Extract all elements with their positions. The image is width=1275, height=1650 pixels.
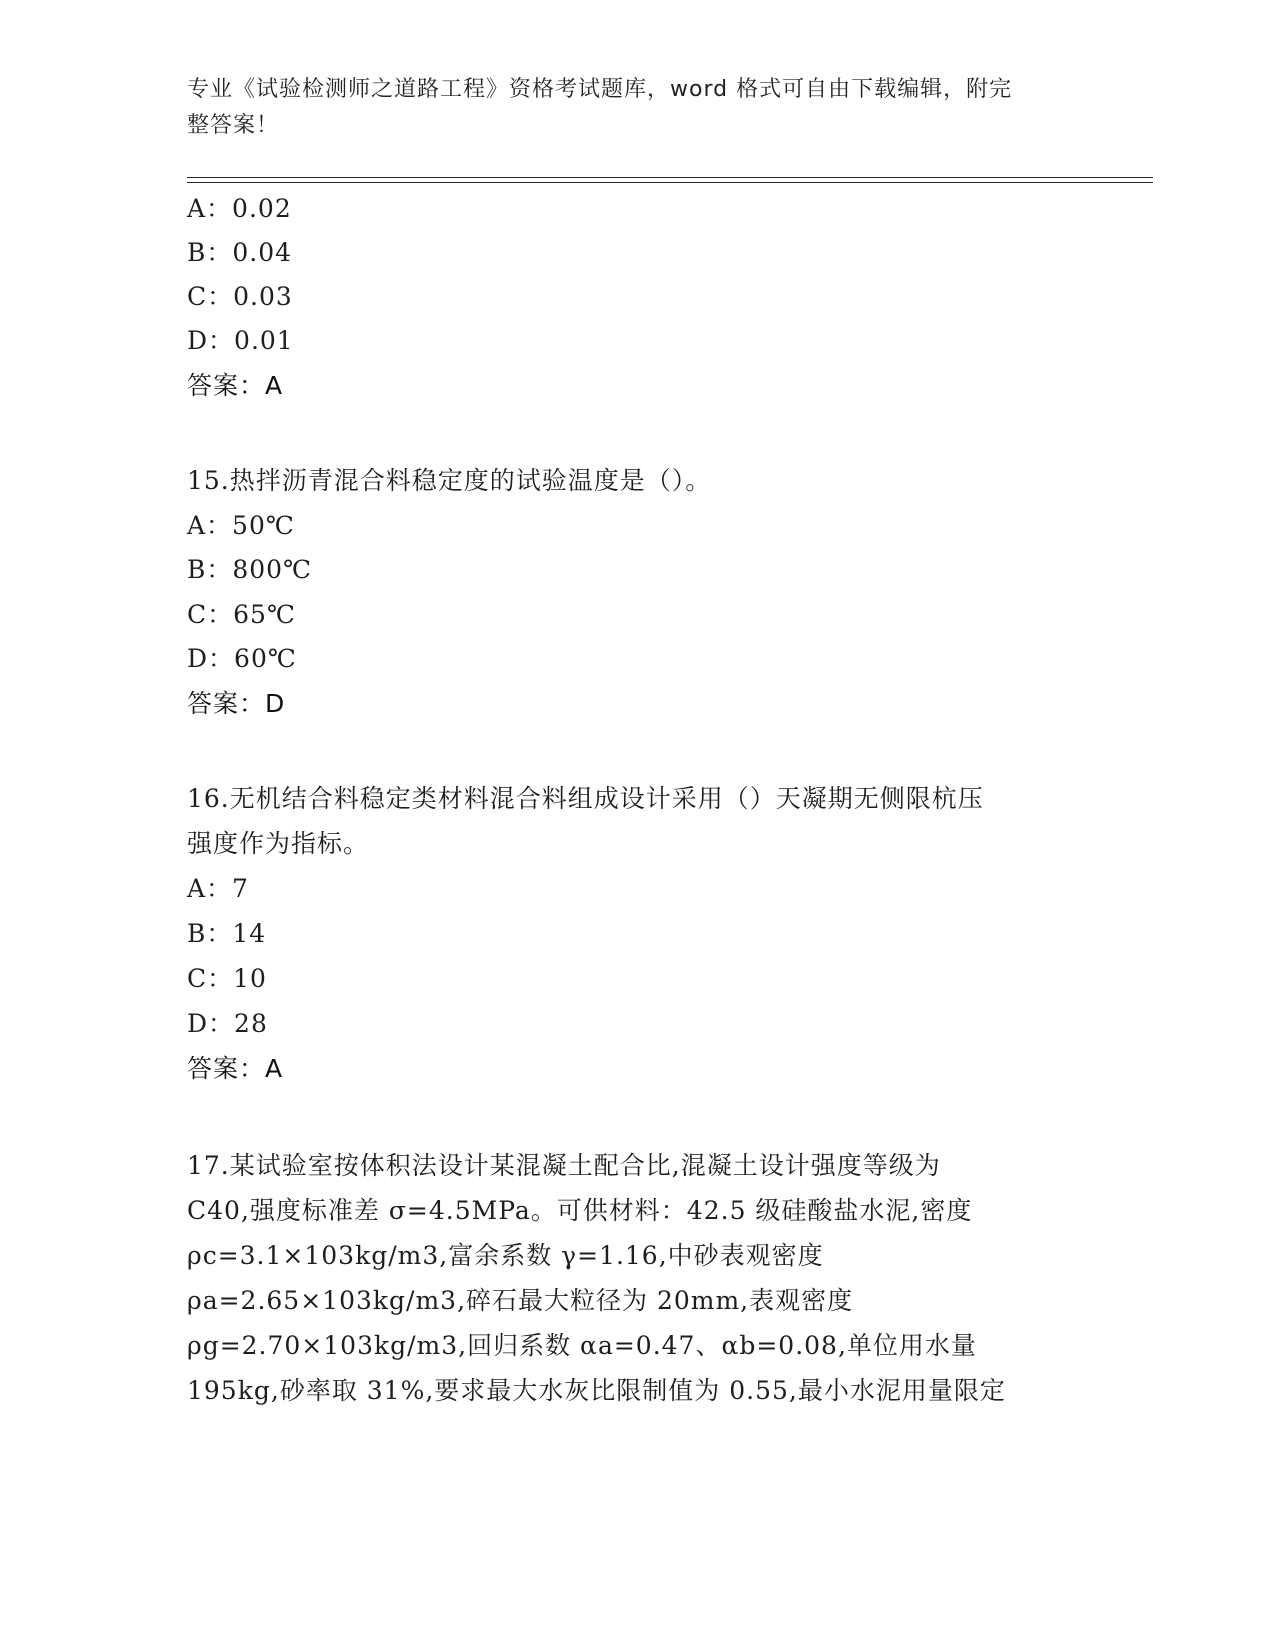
q14-option-b: B：0.04 [187, 238, 293, 267]
q14-option-c: C：0.03 [187, 282, 293, 311]
q15-option-a: A：50℃ [187, 511, 295, 540]
q17-stem-line-3: ρc=3.1×103kg/m3,富余系数 γ=1.16,中砂表观密度 [187, 1241, 824, 1270]
q16-stem-line-2: 强度作为指标。 [187, 829, 370, 858]
q16-option-c: C：10 [187, 964, 267, 993]
header-line-1: 专业《试验检测师之道路工程》资格考试题库，word 格式可自由下载编辑，附完 [187, 77, 1013, 102]
header-divider-top [187, 177, 1153, 178]
q16-answer: 答案：A [187, 1054, 284, 1083]
q17-stem-line-1: 17.某试验室按体积法设计某混凝土配合比,混凝土设计强度等级为 [187, 1151, 941, 1180]
q16-option-d: D：28 [187, 1009, 268, 1038]
q14-option-a: A：0.02 [187, 194, 292, 223]
q15-stem: 15.热拌沥青混合料稳定度的试验温度是（）。 [187, 466, 712, 495]
q17-stem-line-5: ρg=2.70×103kg/m3,回归系数 αa=0.47、αb=0.08,单位用水量 [187, 1331, 977, 1360]
header-line-2: 整答案！ [187, 113, 280, 138]
q17-stem-line-2: C40,强度标准差 σ=4.5MPa。可供材料：42.5 级硅酸盐水泥,密度 [187, 1196, 973, 1225]
q16-option-b: B：14 [187, 919, 267, 948]
q15-option-d: D：60℃ [187, 644, 297, 673]
q17-stem-line-4: ρa=2.65×103kg/m3,碎石最大粒径为 20mm,表观密度 [187, 1286, 854, 1315]
q14-answer: 答案：A [187, 371, 284, 400]
q16-stem-line-1: 16.无机结合料稳定类材料混合料组成设计采用（）天凝期无侧限杭压 [187, 784, 984, 813]
q15-option-c: C：65℃ [187, 600, 296, 629]
q17-stem-line-6: 195kg,砂率取 31%,要求最大水灰比限制值为 0.55,最小水泥用量限定 [187, 1376, 1006, 1405]
header-divider-bottom [187, 182, 1153, 183]
document-header [187, 72, 1067, 144]
q14-option-d: D：0.01 [187, 326, 294, 355]
q16-option-a: A：7 [187, 874, 249, 903]
q15-option-b: B：800℃ [187, 555, 313, 584]
q15-answer: 答案：D [187, 689, 286, 718]
